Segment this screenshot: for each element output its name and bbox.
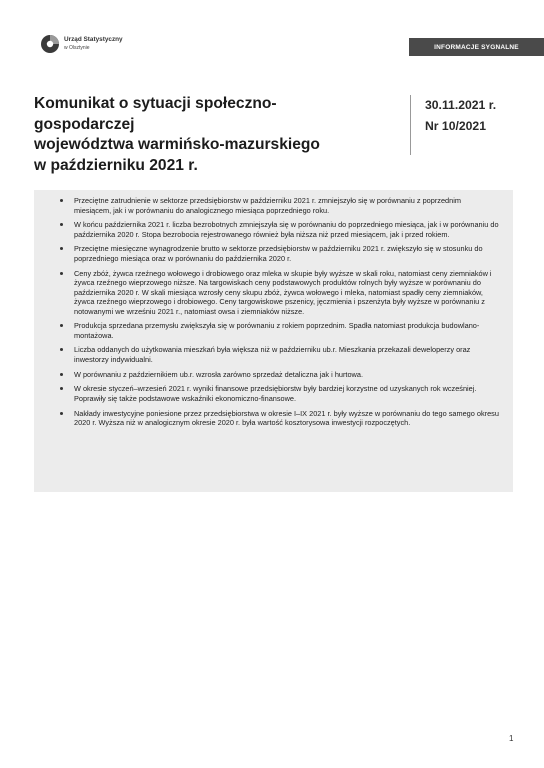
bullet-icon	[60, 199, 63, 202]
title-line-3: w październiku 2021 r.	[34, 156, 198, 174]
page-number: 1	[509, 734, 514, 743]
logo-org-name: Urząd Statystyczny	[64, 36, 123, 44]
statistics-office-logo-icon	[40, 34, 60, 54]
publication-date: 30.11.2021 r.	[425, 98, 497, 112]
summary-item-text: Produkcja sprzedana przemysłu zwiększyła się w porównaniu z rokiem poprzednim. Spadła natomiast produkcja budowlano-montażowa.	[74, 321, 480, 340]
summary-item-text: W okresie styczeń–wrzesień 2021 r. wyniki finansowe przedsiębiorstw były bardziej korzystne od uzyskanych rok wcześniej. Poprawiły się także podstawowe wskaźniki ekonomiczno-finansowe.	[74, 384, 477, 403]
bullet-icon	[60, 247, 63, 250]
summary-item-text: Nakłady inwestycyjne poniesione przez przedsiębiorstwa w okresie I–IX 2021 r. były wyższe w porównaniu do tego samego okresu 2020 r. Wyższa niż w analogicznym okresie 2020 r. była wartość kosztorysowa inwestycji rozpoczętych.	[74, 408, 499, 427]
logo-org-city: w Olsztynie	[64, 44, 90, 51]
title-line-1: Komunikat o sytuacji społeczno-gospodarczej	[34, 95, 277, 133]
title-line-2: województwa warmińsko-mazurskiego	[34, 136, 320, 153]
bullet-icon	[60, 373, 63, 376]
summary-item-text: Przeciętne zatrudnienie w sektorze przedsiębiorstw w październiku 2021 r. zmniejszyło się w porównaniu z poprzednim miesiącem, jak i w porównaniu do analogicznego miesiąca poprzedniego roku.	[74, 196, 461, 215]
summary-list	[62, 196, 499, 428]
summary-item-text: Liczba oddanych do użytkowania mieszkań była większa niż w październiku ub.r. Mieszkania przekazali deweloperzy oraz inwestorzy indywidualni.	[74, 345, 471, 364]
bullet-icon	[60, 387, 63, 390]
summary-item-text: Przeciętne miesięczne wynagrodzenie brutto w sektorze przedsiębiorstw w październiku 2021 r. zwiększyło się w stosunku do poprzedniego miesiąca oraz w porównaniu do października 2020 r.	[74, 244, 483, 263]
summary-item	[62, 244, 499, 263]
summary-item-text: Ceny zbóż, żywca rzeźnego wołowego i drobiowego oraz mleka w skupie były wyższe w skali roku, natomiast ceny ziemniaków i żywca rzeźnego wieprzowego niższe. Na targowiskach ceny podstawowych produktów rolnych były wyższe w porównaniu do października 2020 r. W skali miesiąca wzrosły ceny skupu zbóż, żywca wołowego i mleka, natomiast spadły ceny ziemniaków, żywca rzeźnego wieprzowego i drobiowego. Ceny targowiskowe pszenicy, jęczmienia i pszenżyta były wyższe w porównaniu z notowanymi we wrześniu 2021 r., natomiast owsa i ziemniaków niższe.	[74, 268, 492, 316]
summary-item	[62, 269, 499, 317]
summary-item	[62, 321, 499, 340]
logo-text	[64, 37, 123, 51]
summary-item	[62, 370, 499, 380]
bullet-icon	[60, 223, 63, 226]
header-divider	[410, 95, 411, 155]
page-title	[34, 94, 374, 176]
summary-item	[62, 409, 499, 428]
bullet-icon	[60, 412, 63, 415]
summary-item-text: W porównaniu z październikiem ub.r. wzrosła zarówno sprzedaż detaliczna jak i hurtowa.	[74, 369, 363, 379]
summary-item	[62, 220, 499, 239]
summary-item	[62, 196, 499, 215]
bullet-icon	[60, 324, 63, 327]
summary-box	[34, 190, 513, 492]
logo	[40, 34, 123, 54]
summary-item-text: W końcu października 2021 r. liczba bezrobotnych zmniejszyła się w porównaniu do poprzedniego miesiąca, jak i w porównaniu do października 2020 r. Stopa bezrobocia rejestrowanego również była niższa niż przed miesiącem, jak i przed rokiem.	[74, 220, 499, 239]
publication-type-badge: INFORMACJE SYGNALNE	[409, 38, 544, 56]
bullet-icon	[60, 272, 63, 275]
bullet-icon	[60, 348, 63, 351]
summary-item	[62, 345, 499, 364]
publication-number: Nr 10/2021	[425, 118, 486, 133]
summary-item	[62, 384, 499, 403]
publication-meta	[425, 95, 496, 136]
